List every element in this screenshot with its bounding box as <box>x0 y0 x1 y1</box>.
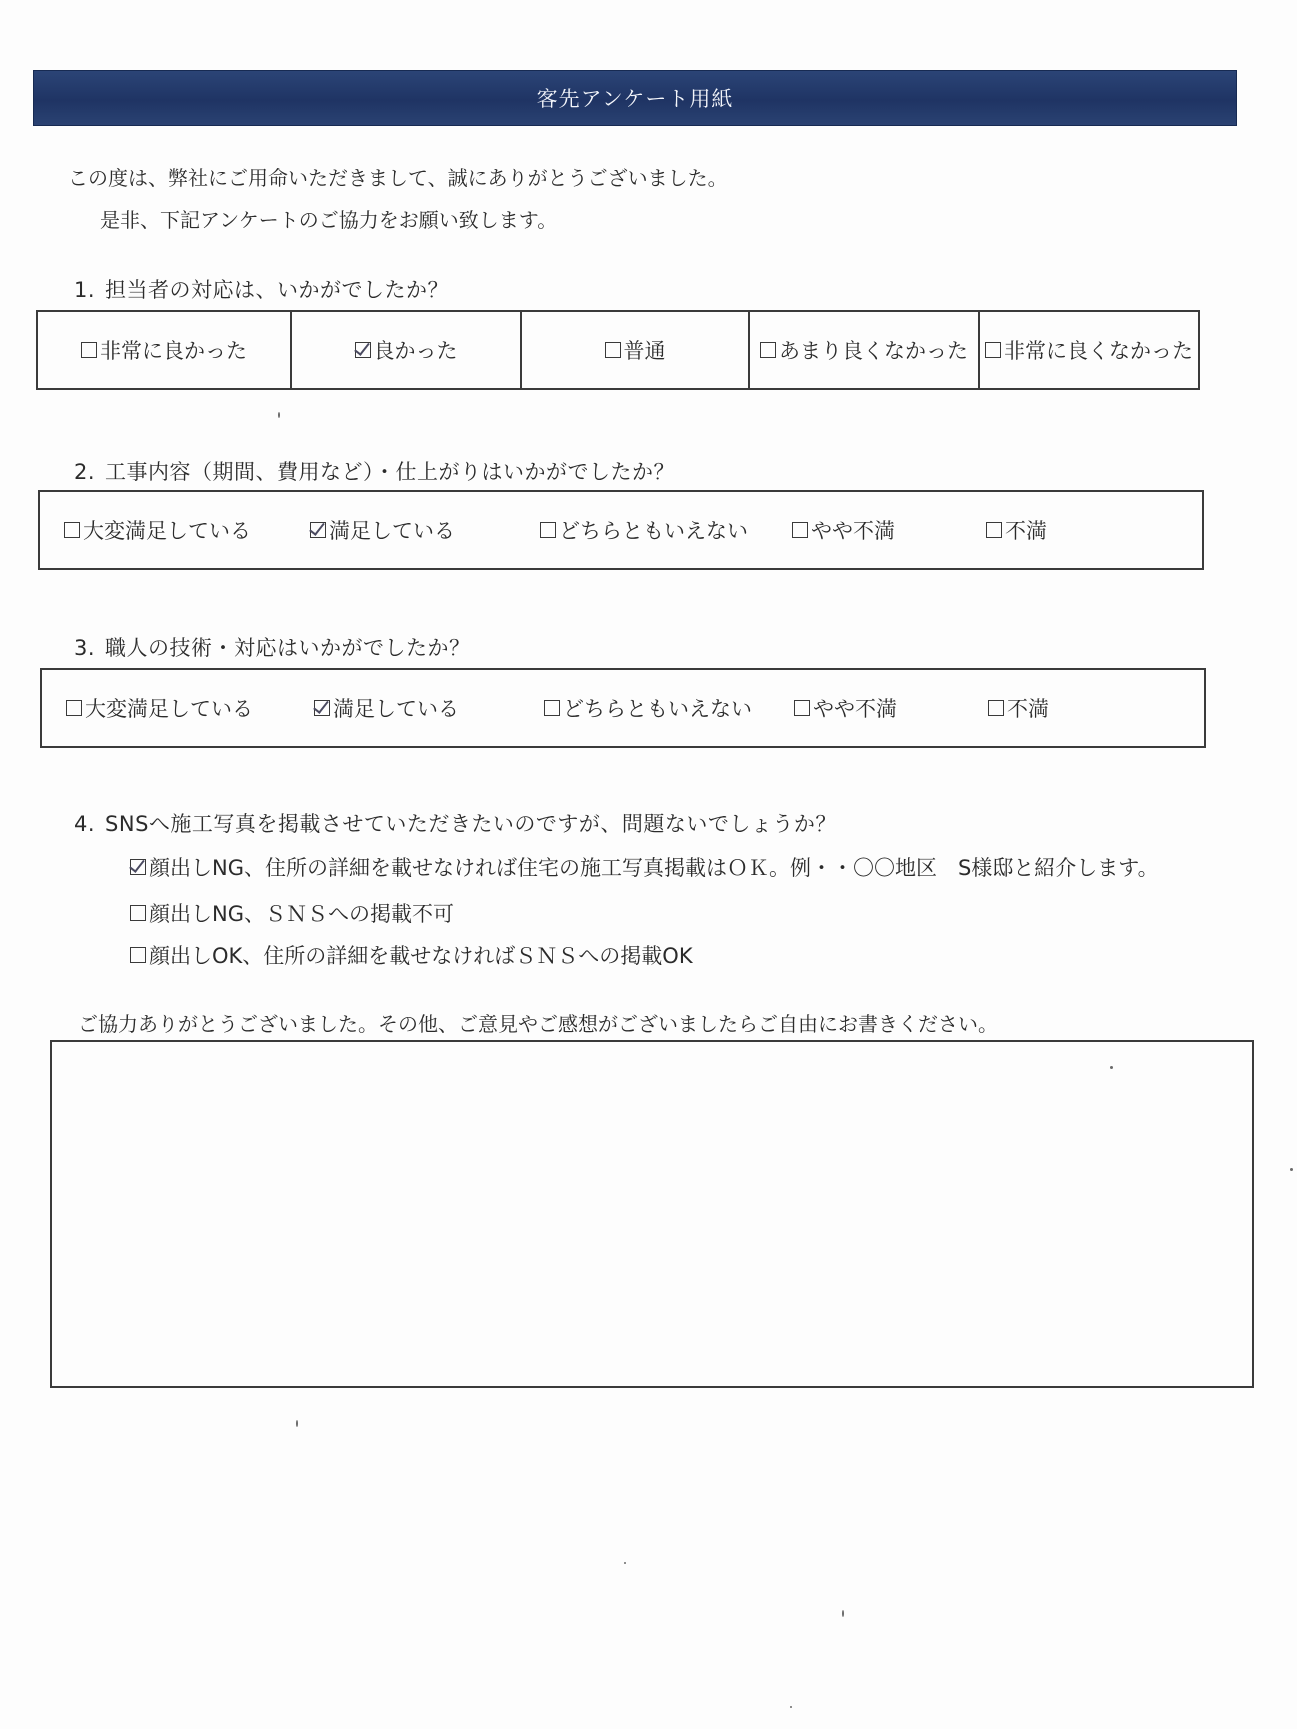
comments-box[interactable] <box>50 1040 1254 1388</box>
option-label: やや不満 <box>811 519 895 543</box>
checkbox-checked[interactable] <box>310 522 326 538</box>
q4-option-face-ng-sns-ng[interactable] <box>130 898 454 928</box>
checkbox[interactable] <box>130 905 146 921</box>
q3-option-dissatisfied[interactable] <box>988 693 1049 723</box>
checkbox[interactable] <box>544 700 560 716</box>
checkbox-checked[interactable] <box>355 342 371 358</box>
option-label: 普通 <box>623 339 666 363</box>
intro-line-1: この度は、弊社にご用命いただきまして、誠にありがとうございました。 <box>68 166 728 190</box>
option-label: 満足している <box>329 519 455 543</box>
q1-option-good[interactable] <box>292 312 522 388</box>
q1-option-very-good[interactable] <box>38 312 292 388</box>
option-label: 良かった <box>373 339 458 363</box>
question-1-number: 1. <box>74 278 96 302</box>
q3-option-neutral[interactable] <box>544 693 752 723</box>
question-2-number: 2. <box>74 460 96 484</box>
question-2-text: 工事内容（期間、費用など）・仕上がりはいかがでしたか？ <box>105 460 676 484</box>
option-label: 顔出しOK、住所の詳細を載せなければＳＮＳへの掲載OK <box>149 944 693 968</box>
option-label: 大変満足している <box>85 697 253 721</box>
q1-option-normal[interactable] <box>522 312 750 388</box>
q2-option-dissatisfied[interactable] <box>986 515 1047 545</box>
checkbox[interactable] <box>986 522 1002 538</box>
question-1-text: 担当者の対応は、いかがでしたか？ <box>105 278 450 302</box>
checkbox[interactable] <box>792 522 808 538</box>
checkbox-checked[interactable] <box>130 859 146 875</box>
checkbox[interactable] <box>540 522 556 538</box>
checkbox[interactable] <box>988 700 1004 716</box>
q1-option-not-good[interactable] <box>750 312 980 388</box>
checkbox[interactable] <box>760 342 776 358</box>
option-label: 非常に良くなかった <box>1004 339 1193 363</box>
option-label: 顔出しNG、ＳＮＳへの掲載不可 <box>149 902 454 926</box>
checkbox[interactable] <box>605 342 621 358</box>
question-2 <box>74 456 675 486</box>
checkbox[interactable] <box>81 342 97 358</box>
scan-speck <box>278 412 280 418</box>
q3-option-satisfied[interactable] <box>314 693 459 723</box>
scan-speck <box>1290 1168 1293 1171</box>
question-1-options <box>36 310 1200 390</box>
checkbox[interactable] <box>64 522 80 538</box>
question-3-options <box>40 668 1206 748</box>
question-3-text: 職人の技術・対応はいかがでしたか？ <box>105 636 471 660</box>
option-label: どちらともいえない <box>559 519 748 543</box>
option-label: あまり良くなかった <box>779 339 968 363</box>
option-label: 不満 <box>1005 519 1047 543</box>
scan-speck <box>1110 1066 1113 1069</box>
option-label: 非常に良かった <box>100 339 247 363</box>
option-label: 顔出しNG、住所の詳細を載せなければ住宅の施工写真掲載はＯＫ。例・・〇〇地区 S様邸と紹介します。 <box>149 856 1159 880</box>
checkbox-checked[interactable] <box>314 700 330 716</box>
question-4-number: 4. <box>74 812 96 836</box>
scan-speck <box>296 1420 298 1427</box>
question-1 <box>74 274 449 304</box>
option-label: 大変満足している <box>83 519 251 543</box>
q2-option-very-satisfied[interactable] <box>64 515 251 545</box>
q4-option-face-ng-house-ok[interactable] <box>130 852 1159 882</box>
option-label: 満足している <box>333 697 459 721</box>
page-title: 客先アンケート用紙 <box>536 87 734 111</box>
scan-speck <box>790 1706 792 1708</box>
checkbox[interactable] <box>794 700 810 716</box>
scan-speck <box>842 1610 844 1617</box>
title-banner <box>33 70 1237 126</box>
checkbox[interactable] <box>66 700 82 716</box>
q2-option-somewhat-dissatisfied[interactable] <box>792 515 895 545</box>
question-3 <box>74 632 471 662</box>
q3-option-somewhat-dissatisfied[interactable] <box>794 693 897 723</box>
intro-line-2: 是非、下記アンケートのご協力をお願い致します。 <box>100 208 558 232</box>
question-4 <box>74 808 837 838</box>
option-label: どちらともいえない <box>563 697 752 721</box>
closing-text: ご協力ありがとうございました。その他、ご意見やご感想がございましたらご自由にお書きください。 <box>78 1012 998 1036</box>
checkbox[interactable] <box>130 947 146 963</box>
question-2-options <box>38 490 1204 570</box>
question-3-number: 3. <box>74 636 96 660</box>
option-label: やや不満 <box>813 697 897 721</box>
q3-option-very-satisfied[interactable] <box>66 693 253 723</box>
checkbox[interactable] <box>985 342 1001 358</box>
option-label: 不満 <box>1007 697 1049 721</box>
question-4-text: SNSへ施工写真を掲載させていただきたいのですが、問題ないでしょうか？ <box>105 812 837 836</box>
scan-speck <box>624 1562 626 1564</box>
q2-option-satisfied[interactable] <box>310 515 455 545</box>
q4-option-face-ok-sns-ok[interactable] <box>130 940 693 970</box>
q1-option-very-bad[interactable] <box>980 312 1198 388</box>
q2-option-neutral[interactable] <box>540 515 748 545</box>
